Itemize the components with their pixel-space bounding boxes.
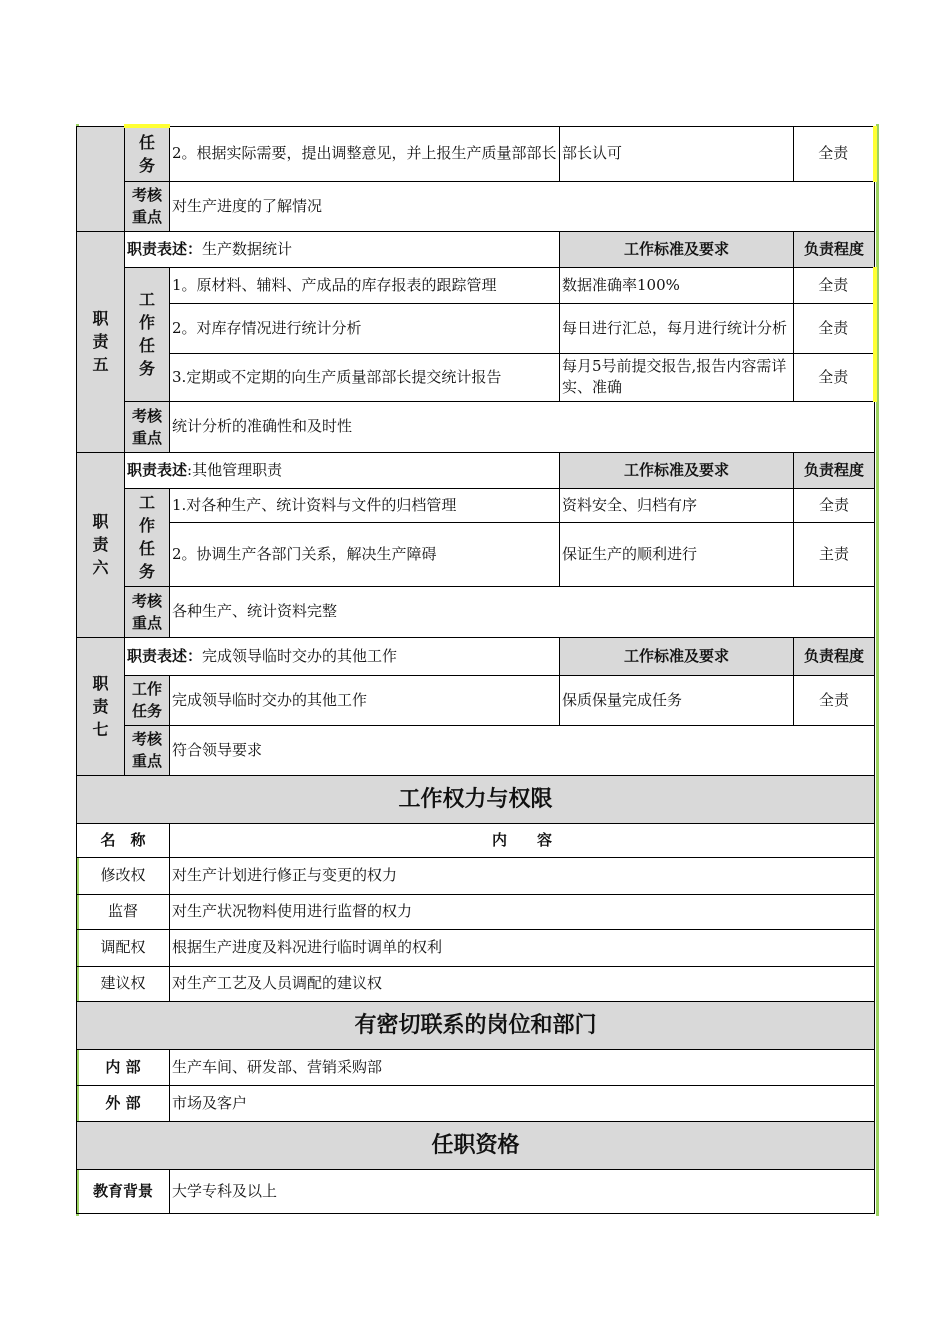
- duty5-desc-row: [77, 231, 875, 267]
- relations-internal-label: 内 部: [77, 1049, 170, 1085]
- authority-row-2-name: 监督: [77, 894, 170, 929]
- qualification-title-row: [77, 1121, 875, 1169]
- duty6-desc-text: :其他管理职责: [187, 460, 283, 479]
- duty6-task-row-2: [77, 522, 875, 586]
- duty6-task-1-resp: 全责: [794, 488, 875, 522]
- qualification-education-content: 大学专科及以上: [170, 1169, 875, 1213]
- duty6-task-2-resp: 主责: [794, 522, 875, 586]
- authority-row-4-name: 建议权: [77, 966, 170, 1001]
- duty4-kpi-label: 考核 重点: [125, 181, 170, 231]
- duty7-side-label: 职 责 七: [77, 637, 125, 775]
- relations-title: 有密切联系的岗位和部门: [77, 1001, 875, 1049]
- duty6-std-header: 工作标准及要求: [560, 452, 794, 488]
- duty6-desc-row: [77, 452, 875, 488]
- duty5-task-3-std: 每月5号前提交报告,报告内容需详实、准确: [560, 353, 794, 401]
- duty6-desc: [125, 452, 560, 488]
- duty6-task-1-text: 1.对各种生产、统计资料与文件的归档管理: [170, 488, 560, 522]
- duty4-task-label: 任 务: [125, 126, 170, 181]
- authority-row-4-content: 对生产工艺及人员调配的建议权: [170, 966, 875, 1001]
- authority-row: [77, 857, 875, 894]
- authority-row: [77, 894, 875, 929]
- relations-internal-content: 生产车间、研发部、营销采购部: [170, 1049, 875, 1085]
- duty7-kpi-label: 考核 重点: [125, 725, 170, 775]
- duty6-side-label: 职 责 六: [77, 452, 125, 637]
- duty6-kpi-label: 考核 重点: [125, 586, 170, 637]
- duty5-desc-text: 生产数据统计: [202, 239, 293, 258]
- qualification-title: 任职资格: [77, 1121, 875, 1169]
- authority-title: 工作权力与权限: [77, 775, 875, 823]
- relations-title-row: [77, 1001, 875, 1049]
- duty4-task-row: [77, 126, 875, 181]
- duty5-task-2-resp: 全责: [794, 303, 875, 353]
- duty5-desc-label: 职责表述：: [127, 239, 203, 258]
- authority-title-row: [77, 775, 875, 823]
- duty4-side-cell: [77, 126, 125, 231]
- duty5-kpi-label: 考核 重点: [125, 401, 170, 452]
- duty4-task-resp: 全责: [794, 126, 875, 181]
- relations-row: [77, 1085, 875, 1121]
- duty6-task-2-text: 2。协调生产各部门关系，解决生产障碍: [170, 522, 560, 586]
- authority-header-row: [77, 823, 875, 857]
- duty6-task-1-std: 资料安全、归档有序: [560, 488, 794, 522]
- duty7-kpi-row: [77, 725, 875, 775]
- duty7-desc: [125, 637, 560, 675]
- duty7-desc-text: 完成领导临时交办的其他工作: [202, 646, 398, 665]
- relations-external-content: 市场及客户: [170, 1085, 875, 1121]
- duty7-task-row-1: [77, 675, 875, 725]
- duty7-task-1-resp: 全责: [794, 675, 875, 725]
- authority-row-3-name: 调配权: [77, 929, 170, 966]
- relations-row: [77, 1049, 875, 1085]
- qualification-education-label: 教育背景: [77, 1169, 170, 1213]
- authority-row-1-name: 修改权: [77, 857, 170, 894]
- duty5-task-2-std: 每日进行汇总，每月进行统计分析: [560, 303, 794, 353]
- duty4-task-text: 2。根据实际需要，提出调整意见，并上报生产质量部部长: [170, 126, 560, 181]
- duty7-task-1-std: 保质保量完成任务: [560, 675, 794, 725]
- authority-name-header: 名 称: [77, 823, 170, 857]
- duty5-side-label: 职 责 五: [77, 231, 125, 452]
- duty5-task-3-text: 3.定期或不定期的向生产质量部部长提交统计报告: [170, 353, 560, 401]
- duty5-desc: [125, 231, 560, 267]
- duty7-std-header: 工作标准及要求: [560, 637, 794, 675]
- duty4-kpi-text: 对生产进度的了解情况: [170, 181, 875, 231]
- job-description-table: [76, 124, 877, 1214]
- duty5-kpi-text: 统计分析的准确性和及时性: [170, 401, 875, 452]
- duty5-kpi-row: [77, 401, 875, 452]
- duty7-kpi-text: 符合领导要求: [170, 725, 875, 775]
- qualification-row: [77, 1169, 875, 1213]
- authority-row: [77, 966, 875, 1001]
- duty6-task-row-1: [77, 488, 875, 522]
- duty5-task-label: 工 作 任 务: [125, 267, 170, 401]
- duty4-kpi-row: [77, 181, 875, 231]
- duty7-task-1-text: 完成领导临时交办的其他工作: [170, 675, 560, 725]
- relations-external-label: 外 部: [77, 1085, 170, 1121]
- duty5-task-row-2: [77, 303, 875, 353]
- duty5-task-1-std: 数据准确率100%: [560, 267, 794, 303]
- duty6-kpi-row: [77, 586, 875, 637]
- duty6-kpi-text: 各种生产、统计资料完整: [170, 586, 875, 637]
- authority-row: [77, 929, 875, 966]
- duty6-task-label: 工 作 任 务: [125, 488, 170, 586]
- duty5-task-2-text: 2。对库存情况进行统计分析: [170, 303, 560, 353]
- duty5-task-1-resp: 全责: [794, 267, 875, 303]
- authority-row-3-content: 根据生产进度及料况进行临时调单的权利: [170, 929, 875, 966]
- duty5-resp-header: 负责程度: [794, 231, 875, 267]
- duty6-resp-header: 负责程度: [794, 452, 875, 488]
- duty5-task-row-1: [77, 267, 875, 303]
- duty7-task-label: 工作 任务: [125, 675, 170, 725]
- authority-row-2-content: 对生产状况物料使用进行监督的权力: [170, 894, 875, 929]
- duty7-desc-row: [77, 637, 875, 675]
- authority-row-1-content: 对生产计划进行修正与变更的权力: [170, 857, 875, 894]
- duty4-task-std: 部长认可: [560, 126, 794, 181]
- duty7-resp-header: 负责程度: [794, 637, 875, 675]
- duty6-task-2-std: 保证生产的顺利进行: [560, 522, 794, 586]
- duty6-desc-label: 职责表述: [127, 460, 188, 479]
- duty7-desc-label: 职责表述：: [127, 646, 203, 665]
- duty5-std-header: 工作标准及要求: [560, 231, 794, 267]
- duty5-task-row-3: [77, 353, 875, 401]
- duty5-task-1-text: 1。原材料、辅料、产成品的库存报表的跟踪管理: [170, 267, 560, 303]
- duty5-task-3-resp: 全责: [794, 353, 875, 401]
- authority-content-header: 内 容: [170, 823, 875, 857]
